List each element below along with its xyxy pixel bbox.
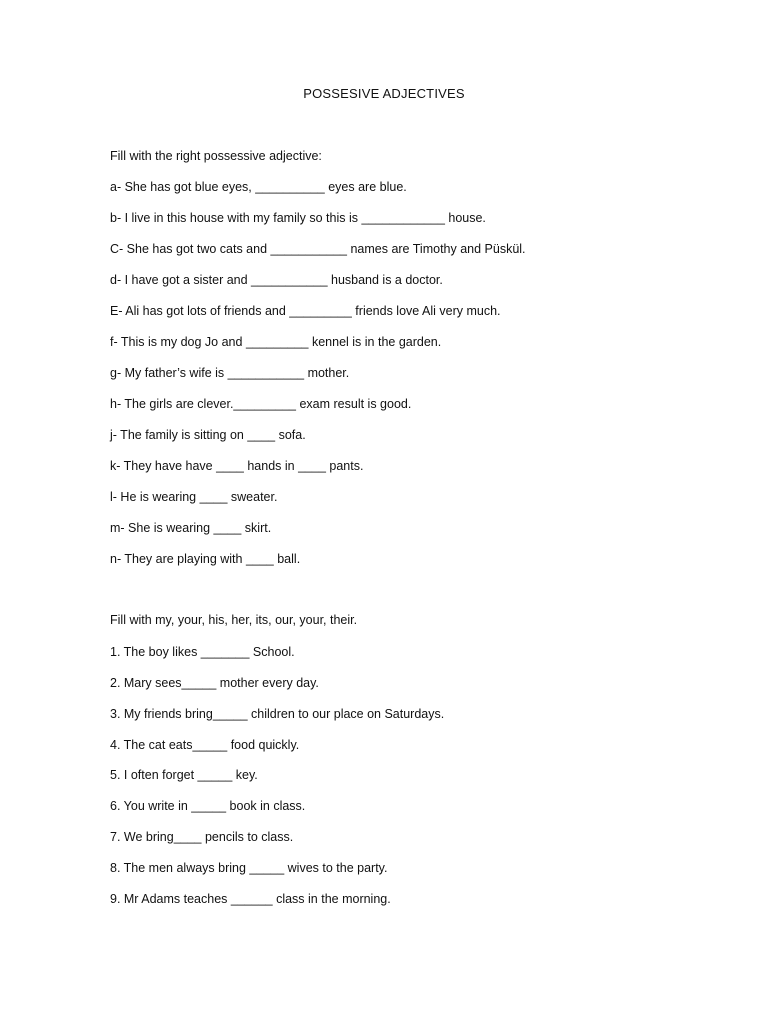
page-title: POSSESIVE ADJECTIVES: [303, 86, 465, 101]
section2-item-6: 6. You write in _____ book in class.: [110, 799, 306, 813]
section2-item-5: 5. I often forget _____ key.: [110, 768, 258, 782]
section2-item-2: 2. Mary sees_____ mother every day.: [110, 676, 319, 690]
section2-item-8: 8. The men always bring _____ wives to the party.: [110, 861, 388, 875]
section2-item-1: 1. The boy likes _______ School.: [110, 645, 295, 659]
section1-item-b: b- I live in this house with my family so this is ____________ house.: [110, 211, 486, 225]
section1-item-m: m- She is wearing ____ skirt.: [110, 521, 272, 535]
section1-item-l: l- He is wearing ____ sweater.: [110, 490, 278, 504]
section1-item-k: k- They have have ____ hands in ____ pants.: [110, 459, 364, 473]
section1-item-d: d- I have got a sister and ___________ husband is a doctor.: [110, 273, 443, 287]
section1-item-f: f- This is my dog Jo and _________ kennel is in the garden.: [110, 335, 442, 349]
section1-item-e: E- Ali has got lots of friends and _________ friends love Ali very much.: [110, 304, 501, 318]
section1-item-c: C- She has got two cats and ___________ names are Timothy and Püskül.: [110, 242, 526, 256]
section1-item-n: n- They are playing with ____ ball.: [110, 552, 301, 566]
section2-item-7: 7. We bring____ pencils to class.: [110, 830, 294, 844]
section2-item-3: 3. My friends bring_____ children to our place on Saturdays.: [110, 707, 445, 721]
section1-item-a: a- She has got blue eyes, __________ eyes are blue.: [110, 180, 407, 194]
section1-item-g: g- My father’s wife is ___________ mother.: [110, 366, 350, 380]
section1-item-j: j- The family is sitting on ____ sofa.: [110, 428, 306, 442]
section2-item-9: 9. Mr Adams teaches ______ class in the morning.: [110, 892, 391, 906]
section1-item-h: h- The girls are clever._________ exam result is good.: [110, 397, 412, 411]
section2-heading: Fill with my, your, his, her, its, our, your, their.: [110, 613, 358, 627]
section2-item-4: 4. The cat eats_____ food quickly.: [110, 738, 300, 752]
section1-heading: Fill with the right possessive adjective:: [110, 149, 322, 163]
